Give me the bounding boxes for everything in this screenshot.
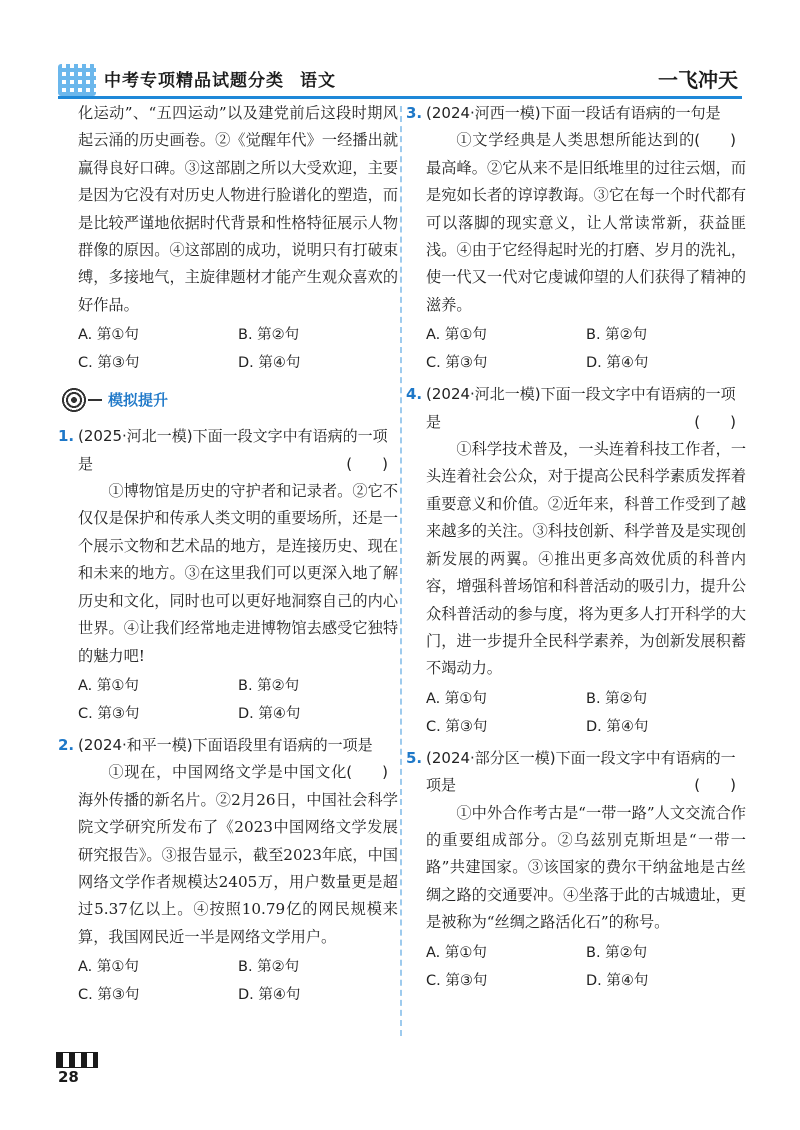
right-column — [406, 100, 746, 995]
question-5 — [406, 745, 746, 995]
option-b[interactable]: B. 第②句 — [238, 327, 300, 344]
question-1 — [58, 423, 398, 728]
question-title — [58, 423, 398, 478]
question-options — [78, 953, 398, 1009]
question-stem: (2024·部分区一模)下面一段文字中有语病的一项是 — [426, 748, 736, 795]
option-b[interactable]: B. 第②句 — [238, 959, 300, 976]
question-title — [406, 381, 746, 436]
question-3 — [406, 100, 746, 377]
target-icon — [60, 386, 88, 414]
column-divider — [400, 106, 402, 1036]
option-d[interactable]: D. 第④句 — [586, 355, 649, 372]
question-number: 2. — [58, 735, 75, 754]
question-options — [426, 939, 746, 995]
option-b[interactable]: B. 第②句 — [586, 944, 648, 961]
option-c[interactable]: C. 第③句 — [426, 718, 488, 735]
option-d[interactable]: D. 第④句 — [586, 718, 649, 735]
question-title — [406, 745, 746, 800]
page-header — [0, 60, 800, 102]
option-a[interactable]: A. 第①句 — [426, 690, 487, 707]
option-d[interactable]: D. 第④句 — [586, 972, 649, 989]
question-passage: ①中外合作考古是“一带一路”人文交流合作的重要组成部分。②乌兹别克斯坦是“一带一路”共建国家。③该国家的费尔干纳盆地是古丝绸之路的交通要冲。④坐落于此的古城遗址，更是被称为“丝绸之路活化石”的称号。 — [426, 803, 746, 932]
header-series-title: 中考专项精品试题分类 — [104, 71, 284, 91]
option-d[interactable]: D. 第④句 — [238, 705, 301, 722]
header-title — [104, 66, 336, 91]
question-number: 1. — [58, 427, 75, 446]
question-stem: (2024·河北一模)下面一段文字中有语病的一项是 — [426, 385, 736, 431]
page-number: 28 — [58, 1068, 79, 1086]
question-passage: ①现在，中国网络文学是中国文化海外传播的新名片。②2月26日，中国社会科学院文学研究所发布了《2023中国网络文学发展研究报告》。③报告显示，截至2023年底，中国网络文学作者规模达2405万，用户数量更是超过5.37亿以上。④按照10.79亿的网民规模来算，我国网民近一半是网络文学用户。 — [78, 763, 398, 946]
section-heading — [60, 383, 398, 417]
continued-passage: 化运动”、“五四运动”以及建党前后这段时期风起云涌的历史画卷。②《觉醒年代》一经播出就赢得良好口碑。③这部剧之所以大受欢迎，主要是因为它没有对历史人物进行脸谱化的塑造，而是比较严谨地依据时代背景和性格特征展示人物群像的原因。④这部剧的成功，说明只有打破束缚，多接地气，主旋律题材才能产生观众喜欢的好作品。 — [78, 104, 398, 314]
option-c[interactable]: C. 第③句 — [78, 355, 140, 372]
question-2 — [58, 732, 398, 1009]
section-label: 模拟提升 — [108, 390, 169, 409]
continued-options — [78, 321, 398, 377]
answer-blank[interactable]: ( ) — [346, 454, 388, 473]
question-number: 5. — [406, 748, 423, 767]
question-stem: (2024·河西一模)下面一段话有语病的一句是 — [426, 104, 721, 122]
answer-blank[interactable]: ( ) — [694, 131, 736, 150]
option-c[interactable]: C. 第③句 — [426, 355, 488, 372]
left-column — [58, 100, 398, 1009]
header-subject: 语文 — [300, 71, 336, 91]
question-passage: ①博物馆是历史的守护者和记录者。②它不仅仅是保护和传承人类文明的重要场所，还是一个展示文物和艺术品的地方，是连接历史、现在和未来的地方。③在这里我们可以更深入地了解历史和文化，同时也可以更好地洞察自己的内心世界。④让我们经常地走进博物馆去感受它独特的魅力吧! — [78, 482, 398, 665]
header-rule — [58, 96, 742, 99]
arrow-icon — [88, 399, 102, 401]
option-a[interactable]: A. 第①句 — [426, 327, 487, 344]
question-stem: (2025·河北一模)下面一段文字中有语病的一项是 — [78, 427, 388, 473]
option-b[interactable]: B. 第②句 — [586, 690, 648, 707]
question-options — [78, 672, 398, 728]
question-options — [426, 321, 746, 377]
question-number: 4. — [406, 385, 423, 404]
option-b[interactable]: B. 第②句 — [238, 677, 300, 694]
question-number: 3. — [406, 104, 423, 122]
question-options — [426, 685, 746, 741]
option-c[interactable]: C. 第③句 — [78, 705, 140, 722]
brand-logo: 一飞冲天 — [658, 68, 738, 92]
option-b[interactable]: B. 第②句 — [586, 327, 648, 344]
question-passage: ①文学经典是人类思想所能达到的最高峰。②它从来不是旧纸堆里的过往云烟，而是宛如长者的谆谆教诲。③它在每一个时代都有可以落脚的现实意义，让人常读常新，获益匪浅。④由于它经得起时光的打磨、岁月的洗礼，使一代又一代对它虔诚仰望的人们获得了精神的滋养。 — [426, 131, 746, 314]
option-c[interactable]: C. 第③句 — [426, 972, 488, 989]
question-title — [406, 100, 746, 150]
checkered-flag-icon — [56, 1052, 98, 1068]
question-stem: (2024·和平一模)下面语段里有语病的一项是 — [78, 735, 373, 754]
header-grid-decoration — [58, 64, 96, 96]
option-a[interactable]: A. 第①句 — [426, 944, 487, 961]
question-passage: ①科学技术普及，一头连着科技工作者，一头连着社会公众，对于提高公民科学素质发挥着重要意义和价值。②近年来，科普工作受到了越来越多的关注。③科技创新、科学普及是实现创新发展的两翼。④推出更多高效优质的科普内容，增强科普场馆和科普活动的吸引力，提升公众科普活动的参与度，将为更多人打开科学的大门，进一步提升全民科学素养，为创新发展积蓄不竭动力。 — [426, 440, 746, 678]
question-4 — [406, 381, 746, 740]
question-title — [58, 732, 398, 782]
option-c[interactable]: C. 第③句 — [78, 987, 140, 1004]
option-a[interactable]: A. 第①句 — [78, 959, 139, 976]
answer-blank[interactable]: ( ) — [694, 412, 736, 431]
page-number-badge — [56, 1052, 96, 1092]
option-d[interactable]: D. 第④句 — [238, 355, 301, 372]
option-d[interactable]: D. 第④句 — [238, 987, 301, 1004]
answer-blank[interactable]: ( ) — [346, 763, 388, 782]
answer-blank[interactable]: ( ) — [694, 776, 736, 795]
option-a[interactable]: A. 第①句 — [78, 327, 139, 344]
option-a[interactable]: A. 第①句 — [78, 677, 139, 694]
